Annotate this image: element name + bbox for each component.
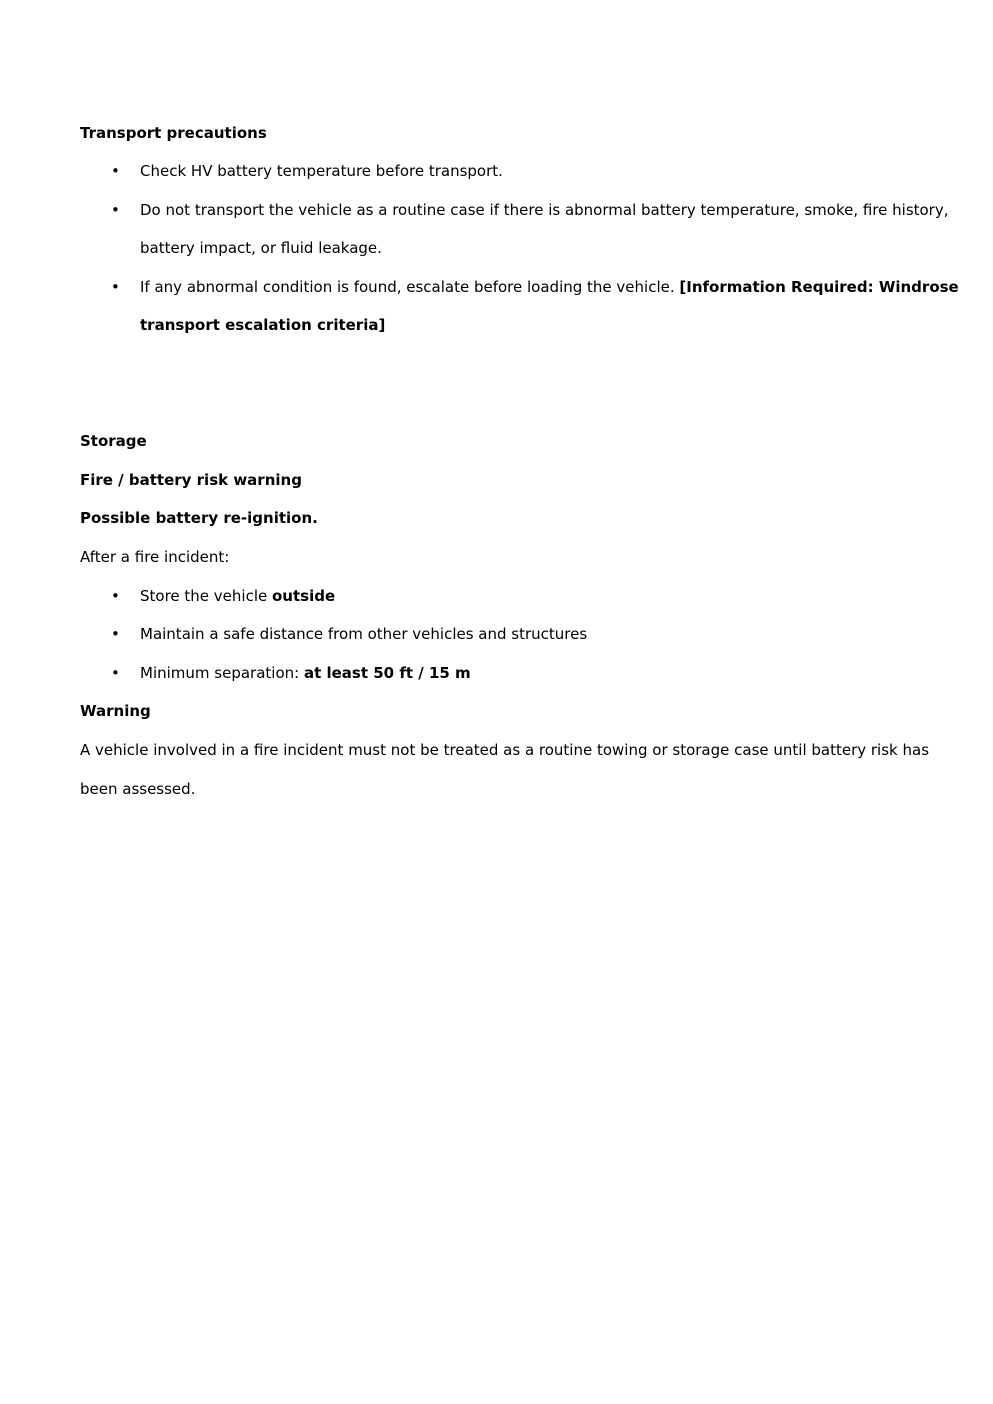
list-item-text: Maintain a safe distance from other vehicles and structures bbox=[140, 625, 588, 643]
list-item-text-bold: outside bbox=[272, 587, 336, 605]
list-item-text bbox=[140, 586, 335, 606]
warning-text: A vehicle involved in a fire incident must not be treated as a routine towing or storage case until battery risk has bbox=[80, 741, 930, 759]
bullet-icon: • bbox=[111, 278, 120, 296]
warning-heading: Warning bbox=[80, 702, 151, 720]
warning-text-continued: been assessed. bbox=[80, 780, 196, 798]
fire-warning-heading: Fire / battery risk warning bbox=[80, 471, 302, 489]
bullet-icon: • bbox=[111, 201, 120, 219]
bullet-icon: • bbox=[111, 664, 120, 682]
list-item-text-normal: Minimum separation: bbox=[140, 664, 304, 682]
after-fire-intro: After a fire incident: bbox=[80, 548, 230, 566]
list-item-text bbox=[140, 277, 959, 297]
storage-heading: Storage bbox=[80, 432, 147, 450]
list-item-text: Do not transport the vehicle as a routine case if there is abnormal battery temperature, smoke, fire history, bbox=[140, 201, 949, 219]
list-item-text: Check HV battery temperature before transport. bbox=[140, 162, 503, 180]
bullet-icon: • bbox=[111, 587, 120, 605]
bullet-icon: • bbox=[111, 162, 120, 180]
information-required-note-continued: transport escalation criteria] bbox=[140, 316, 386, 334]
transport-heading: Transport precautions bbox=[80, 124, 267, 142]
list-item-text-continued: battery impact, or fluid leakage. bbox=[140, 239, 382, 257]
list-item-text bbox=[140, 663, 471, 683]
reignition-warning: Possible battery re-ignition. bbox=[80, 509, 318, 527]
information-required-note: [Information Required: Windrose bbox=[679, 278, 959, 296]
list-item-text-normal: If any abnormal condition is found, escalate before loading the vehicle. bbox=[140, 278, 680, 296]
list-item-text-normal: Store the vehicle bbox=[140, 587, 272, 605]
bullet-icon: • bbox=[111, 625, 120, 643]
list-item-text-bold: at least 50 ft / 15 m bbox=[303, 664, 471, 682]
